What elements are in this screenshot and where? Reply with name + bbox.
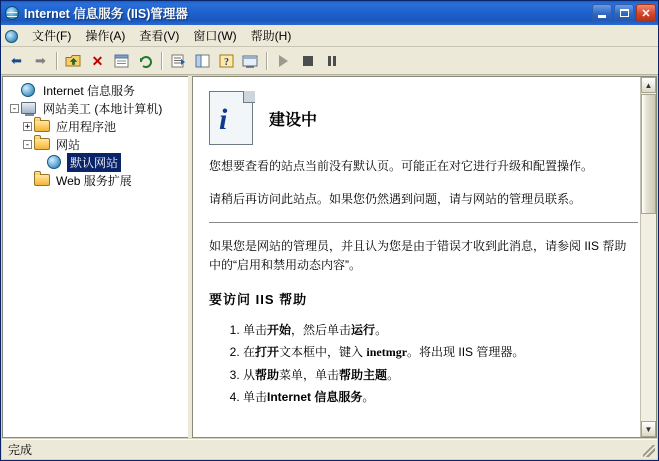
page-paragraph-2: 请稍后再访问此站点。如果您仍然遇到问题，请与网站的管理员联系。	[209, 191, 582, 206]
plus-icon: +	[24, 121, 31, 132]
console-tree	[3, 77, 188, 189]
folder-up-icon[interactable]	[62, 50, 85, 72]
svg-text:?: ?	[223, 56, 229, 68]
folder-icon	[34, 174, 52, 186]
export-list-icon	[171, 54, 187, 68]
tree-expander-collapse[interactable]	[8, 104, 21, 113]
minimize-button[interactable]	[592, 4, 612, 22]
scroll-down-button[interactable]: ▼	[641, 421, 656, 437]
globe-icon	[4, 5, 20, 21]
main-content	[2, 76, 657, 438]
tree-node-label: 应用程序池	[56, 119, 117, 134]
status-bar	[2, 439, 657, 459]
pause-button[interactable]	[320, 50, 343, 72]
step-text-1e: 。	[375, 322, 388, 337]
toolbar-separator	[56, 52, 58, 70]
start-button[interactable]	[272, 50, 295, 72]
tree-node-internet-information-services[interactable]	[8, 81, 188, 99]
info-document-icon	[209, 91, 255, 147]
step-text-3d: 帮助主题	[339, 367, 388, 382]
step-text-4c: 。	[362, 390, 375, 405]
forward-button[interactable]: ➡	[35, 53, 46, 68]
menu-help[interactable]: 帮助(H)	[250, 29, 292, 43]
menu-window[interactable]: 窗口(W)	[193, 29, 237, 43]
delete-button[interactable]: ✕	[91, 52, 104, 69]
step-text-1a: 单击	[243, 322, 268, 337]
folder-icon	[34, 120, 52, 132]
app-icon	[4, 28, 20, 44]
refresh-button[interactable]	[134, 50, 157, 72]
help-icon	[219, 54, 235, 68]
refresh-icon	[138, 54, 154, 68]
toolbar-separator	[266, 52, 268, 70]
detail-scrollbar[interactable]	[640, 77, 656, 437]
tree-node-web-sites[interactable]	[8, 135, 188, 153]
scroll-thumb[interactable]	[641, 94, 656, 214]
folder-icon	[34, 138, 52, 150]
properties-icon	[114, 54, 130, 68]
step-text-2e: 。将出现 IIS 管理器。	[407, 345, 525, 360]
detail-pane	[192, 76, 657, 438]
step-text-1c: ，然后单击	[291, 322, 352, 337]
step-text-1d: 运行	[351, 322, 376, 337]
divider	[209, 222, 638, 223]
console-tree-pane[interactable]	[2, 76, 188, 438]
tree-node-local-computer[interactable]	[8, 99, 188, 117]
view-icon	[242, 54, 259, 68]
help-button[interactable]	[215, 50, 238, 72]
minus-icon: -	[24, 139, 31, 150]
step-text-1b: 开始	[267, 322, 292, 337]
resize-grip[interactable]	[643, 445, 655, 457]
tree-node-label: 网站	[56, 137, 81, 152]
stop-button[interactable]	[296, 50, 319, 72]
export-button[interactable]	[167, 50, 190, 72]
show-hide-tree-button[interactable]	[191, 50, 214, 72]
list-item	[243, 321, 638, 340]
view-button[interactable]	[239, 50, 262, 72]
menu-bar	[1, 25, 658, 47]
list-item	[243, 343, 638, 362]
step-text-4b: Internet 信息服务	[267, 390, 363, 405]
list-item	[243, 366, 638, 385]
up-one-level-icon	[65, 53, 82, 68]
page-note: 如果您是网站的管理员，并且认为您是由于错误才收到此消息，请参阅 IIS 帮助中的“启用和禁用动态内容”。	[209, 239, 627, 272]
tree-node-label-selected: 默认网站	[67, 153, 121, 172]
page-header	[209, 91, 638, 147]
info-glyph: i	[219, 103, 228, 136]
tree-expander-collapse[interactable]	[21, 140, 34, 149]
toolbar-separator	[161, 52, 163, 70]
step-text-2c: 文本框中，键入	[279, 345, 367, 360]
help-subheading: 要访问 IIS 帮助	[209, 292, 308, 308]
menu-action[interactable]: 操作(A)	[85, 29, 126, 43]
tree-node-default-web-site[interactable]	[8, 153, 188, 171]
computer-icon	[21, 102, 39, 114]
page-paragraph-1: 您想要查看的站点当前没有默认页。可能正在对它进行升级和配置操作。	[209, 159, 594, 173]
tree-pane-icon	[195, 54, 211, 68]
toolbar	[1, 47, 658, 75]
title-bar[interactable]	[1, 1, 658, 25]
tree-node-application-pools[interactable]	[8, 117, 188, 135]
back-button[interactable]: ⬅	[11, 53, 22, 68]
globe-icon	[21, 83, 39, 97]
window-title: Internet 信息服务 (IIS)管理器	[24, 7, 188, 21]
maximize-button[interactable]	[614, 4, 634, 22]
step-text-2a: 在	[243, 345, 256, 360]
step-text-3a: 从	[243, 367, 256, 382]
step-text-3e: 。	[387, 367, 400, 382]
help-steps-list	[209, 321, 638, 407]
tree-node-label: Internet 信息服务	[43, 83, 136, 98]
tree-expander-expand[interactable]	[21, 122, 34, 131]
menu-view[interactable]: 查看(V)	[139, 29, 180, 43]
step-text-3b: 帮助	[255, 367, 280, 382]
tree-node-web-service-extensions[interactable]	[8, 171, 188, 189]
under-construction-page	[193, 77, 656, 421]
tree-node-label: Web 服务扩展	[56, 173, 132, 188]
menu-file[interactable]: 文件(F)	[32, 29, 72, 43]
minus-icon: -	[11, 103, 18, 114]
scroll-up-button[interactable]: ▲	[641, 77, 656, 93]
properties-button[interactable]	[110, 50, 133, 72]
step-text-4a: 单击	[243, 390, 268, 405]
tree-node-label: 网站美工 (本地计算机)	[43, 101, 163, 116]
step-text-2d: inetmgr	[366, 345, 408, 360]
globe-icon	[47, 155, 65, 169]
list-item	[243, 388, 638, 407]
step-text-2b: 打开	[255, 345, 280, 360]
caption-buttons	[592, 4, 656, 22]
page-title: 建设中	[269, 112, 318, 129]
step-text-3c: 菜单，单击	[279, 367, 340, 382]
status-text: 完成	[8, 443, 33, 457]
close-button[interactable]: ✕	[636, 4, 656, 22]
